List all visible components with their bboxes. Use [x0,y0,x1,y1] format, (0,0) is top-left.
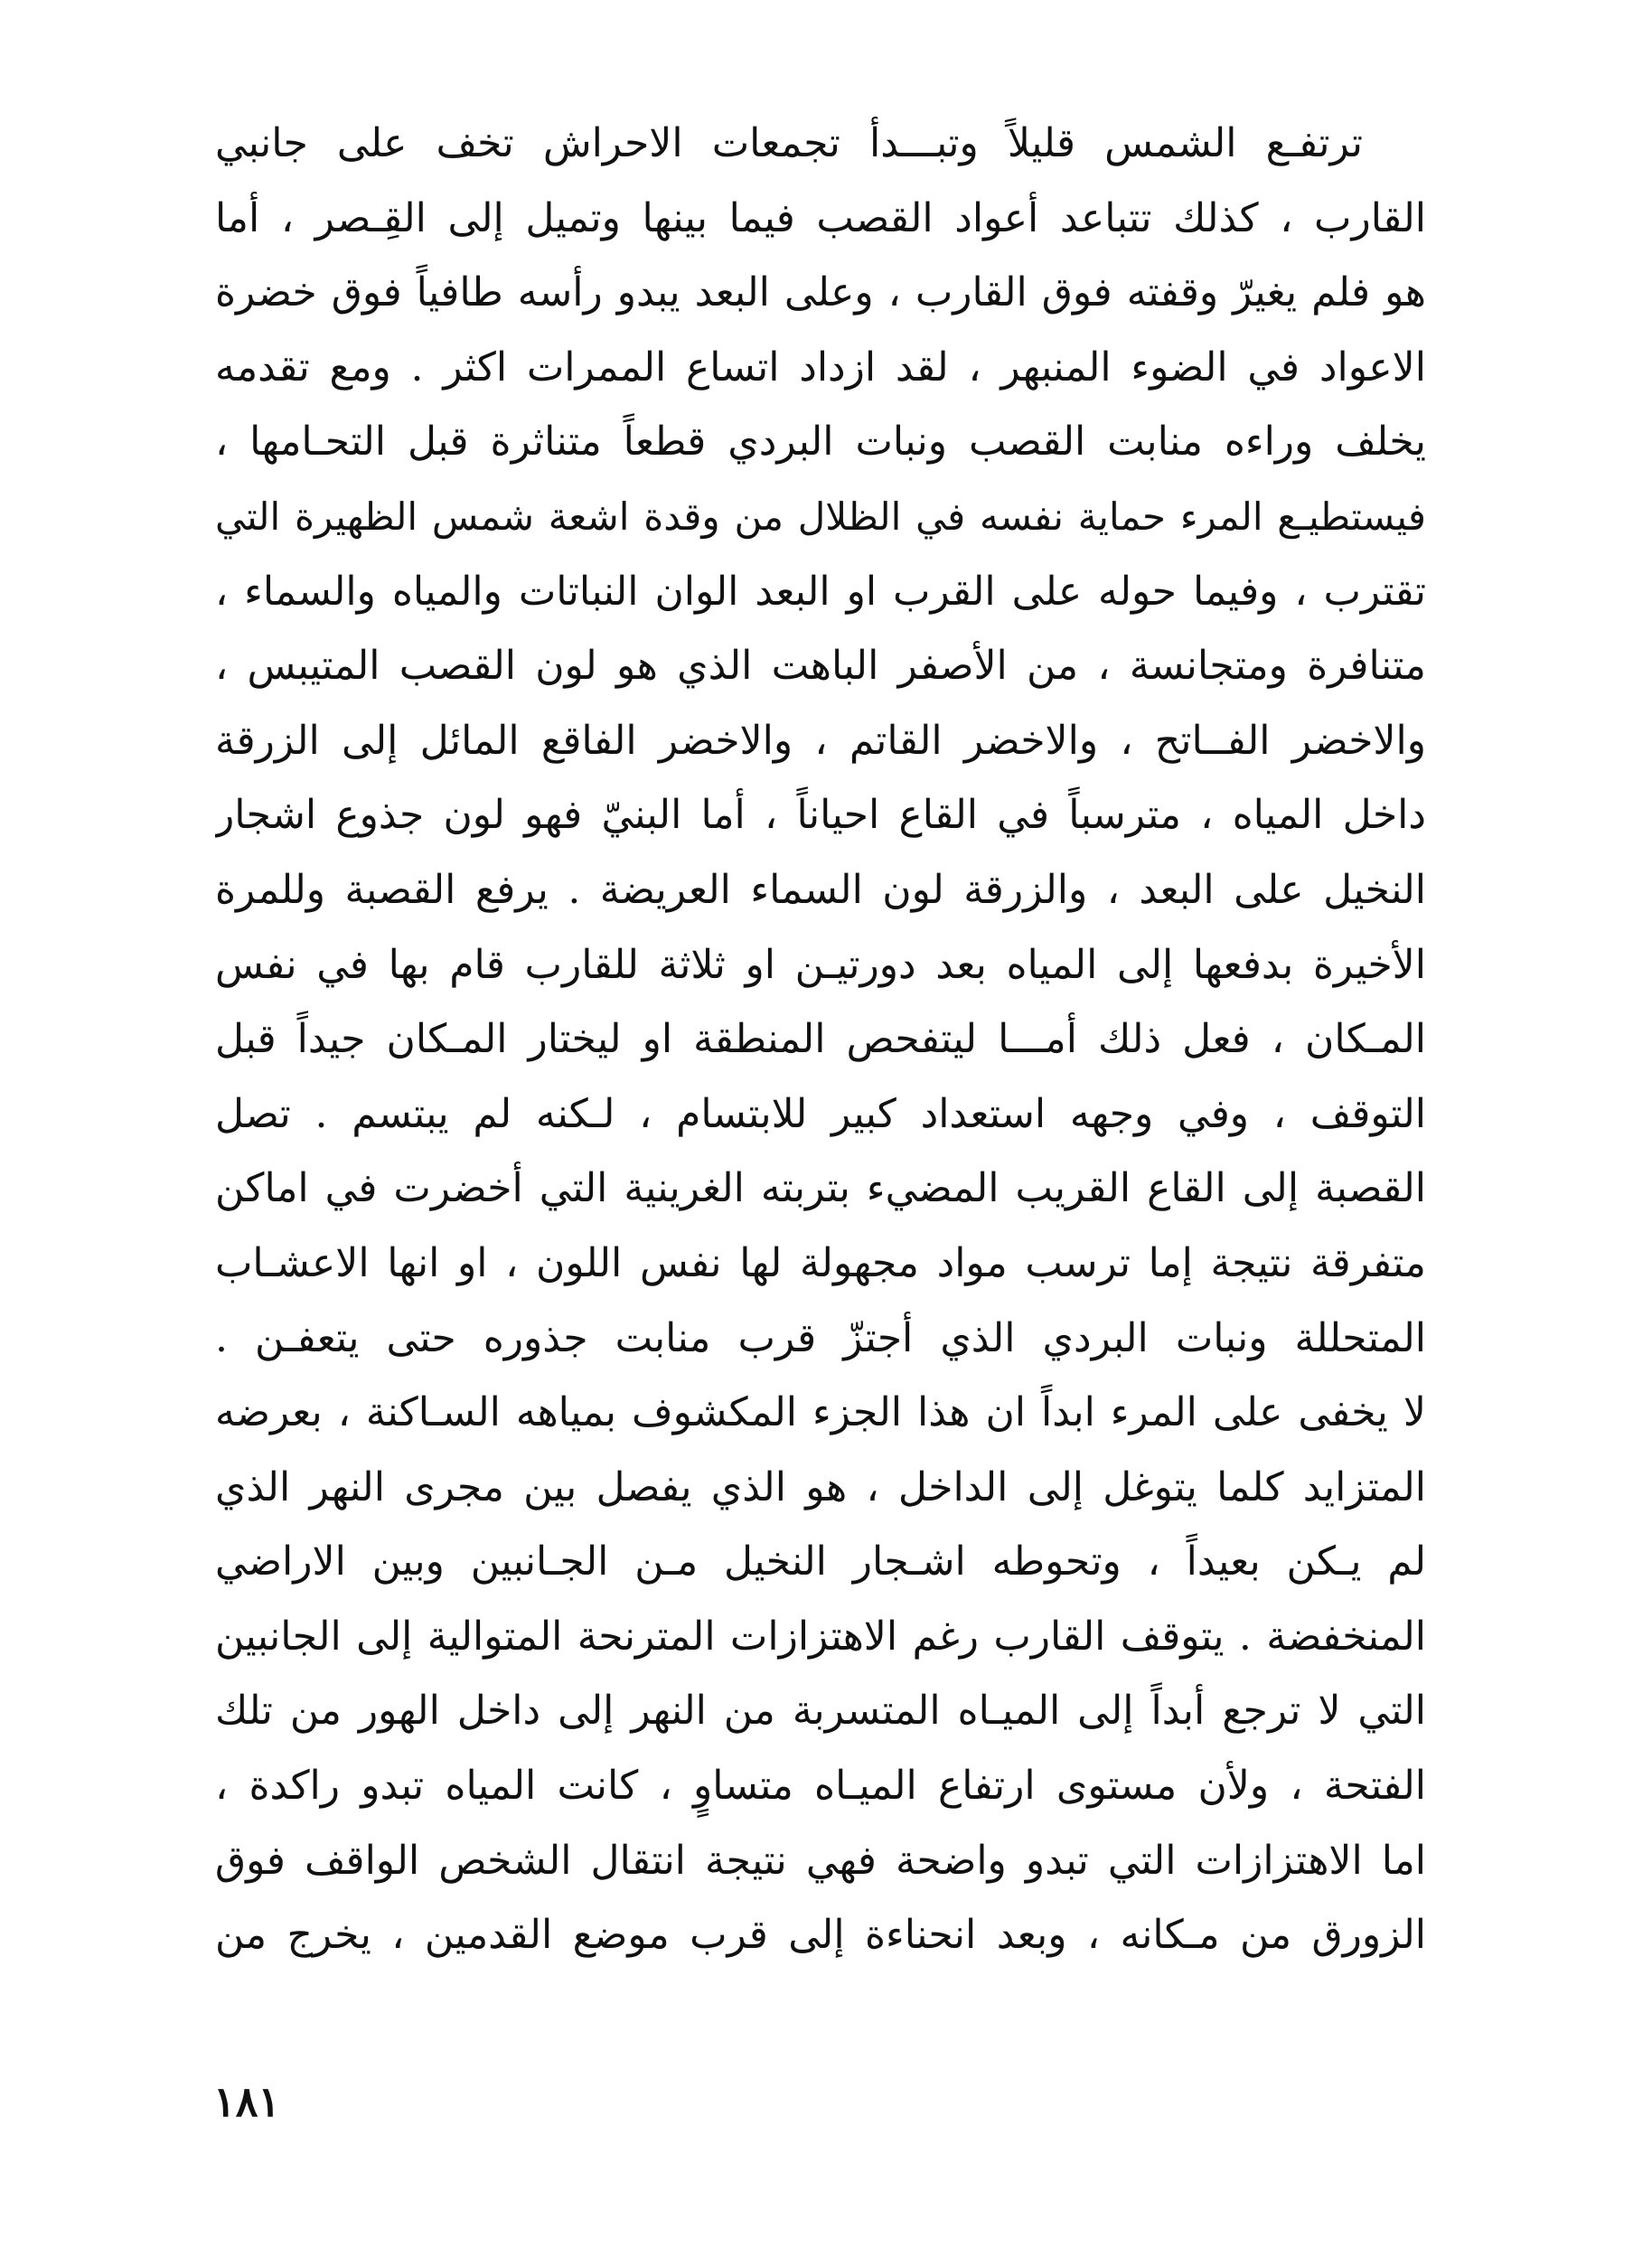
text-line: متفرقة نتيجة إما ترسب مواد مجهولة لها نفس اللون ، او انها الاعشـاب [215,1239,1426,1286]
text-line: هو فلم يغيرّ وقفته فوق القارب ، وعلى البعد يبدو رأسه طافياً فوق خضرة [215,269,1426,316]
text-line: الأخيرة بدفعها إلى المياه بعد دورتيـن او ثلاثة للقارب قام بها في نفس [215,941,1426,988]
text-line: لم يـكن بعيداً ، وتحوطه اشـجار النخيل مـن الجـانبين وبين الاراضي [215,1538,1426,1585]
text-line: تقترب ، وفيما حوله على القرب او البعد الوان النباتات والمياه والسماء ، [215,568,1426,615]
text-line: لا يخفى على المرء ابداً ان هذا الجزء المكشوف بمياهه السـاكنة ، بعرضه [215,1389,1426,1436]
text-line: ترتفـع الشمس قليلاً وتبـــدأ تجمعات الاحراش تخف على جانبي [215,120,1363,166]
text-line: المنخفضة . يتوقف القارب رغم الاهتزازات المترنحة المتوالية إلى الجانبين [215,1613,1426,1660]
text-line: التوقف ، وفي وجهه استعداد كبير للابتسام ، لـكنه لم يبتسم . تصل [215,1090,1426,1137]
body-text [215,107,1426,1973]
text-line: اما الاهتزازات التي تبدو واضحة فهي نتيجة انتقال الشخص الواقف فوق [215,1837,1426,1884]
text-line: المـكان ، فعل ذلك أمـــا ليتفحص المنطقة او ليختار المـكان جيداً قبل [215,1016,1426,1063]
text-line: القصبة إلى القاع القريب المضيء بتربته الغرينية التي أخضرت في اماكن [215,1165,1426,1212]
text-line: متنافرة ومتجانسة ، من الأصفر الباهت الذي هو لون القصب المتيبس ، [215,643,1426,690]
text-line: يخلف وراءه منابت القصب ونبات البردي قطعاً متناثرة قبل التحـامها ، [215,419,1426,466]
text-line: التي لا ترجع أبداً إلى الميـاه المتسربة من النهر إلى داخل الهور من تلك [215,1688,1426,1735]
text-line: فيستطيـع المرء حماية نفسه في الظلال من وقدة اشعة شمس الظهيرة التي [215,494,1426,539]
text-line: الزورق من مـكانه ، وبعد انحناءة إلى قرب موضع القدمين ، يخرج من [215,1912,1426,1959]
text-line: والاخضر الفــاتح ، والاخضر القاتم ، والاخضر الفاقع المائل إلى الزرقة [215,717,1426,764]
text-line: الاعواد في الضوء المنبهر ، لقد ازداد اتساع الممرات اكثر . ومع تقدمه [215,343,1426,390]
page-number: ١٨١ [213,2077,281,2126]
text-line: الفتحة ، ولأن مستوى ارتفاع الميـاه متساوٍ ، كانت المياه تبدو راكدة ، [215,1763,1426,1810]
text-line: داخل المياه ، مترسباً في القاع احياناً ، أما البنيّ فهو لون جذوع اشجار [215,792,1426,839]
text-line: النخيل على البعد ، والزرقة لون السماء العريضة . يرفع القصبة وللمرة [215,866,1426,913]
text-line: القارب ، كذلك تتباعد أعواد القصب فيما بينها وتميل إلى القِـصر ، أما [215,194,1426,241]
text-line: المتحللة ونبات البردي الذي أجتزّ قرب منابت جذوره حتى يتعفـن . [215,1314,1426,1361]
text-line: المتزايد كلما يتوغل إلى الداخل ، هو الذي يفصل بين مجرى النهر الذي [215,1463,1426,1510]
